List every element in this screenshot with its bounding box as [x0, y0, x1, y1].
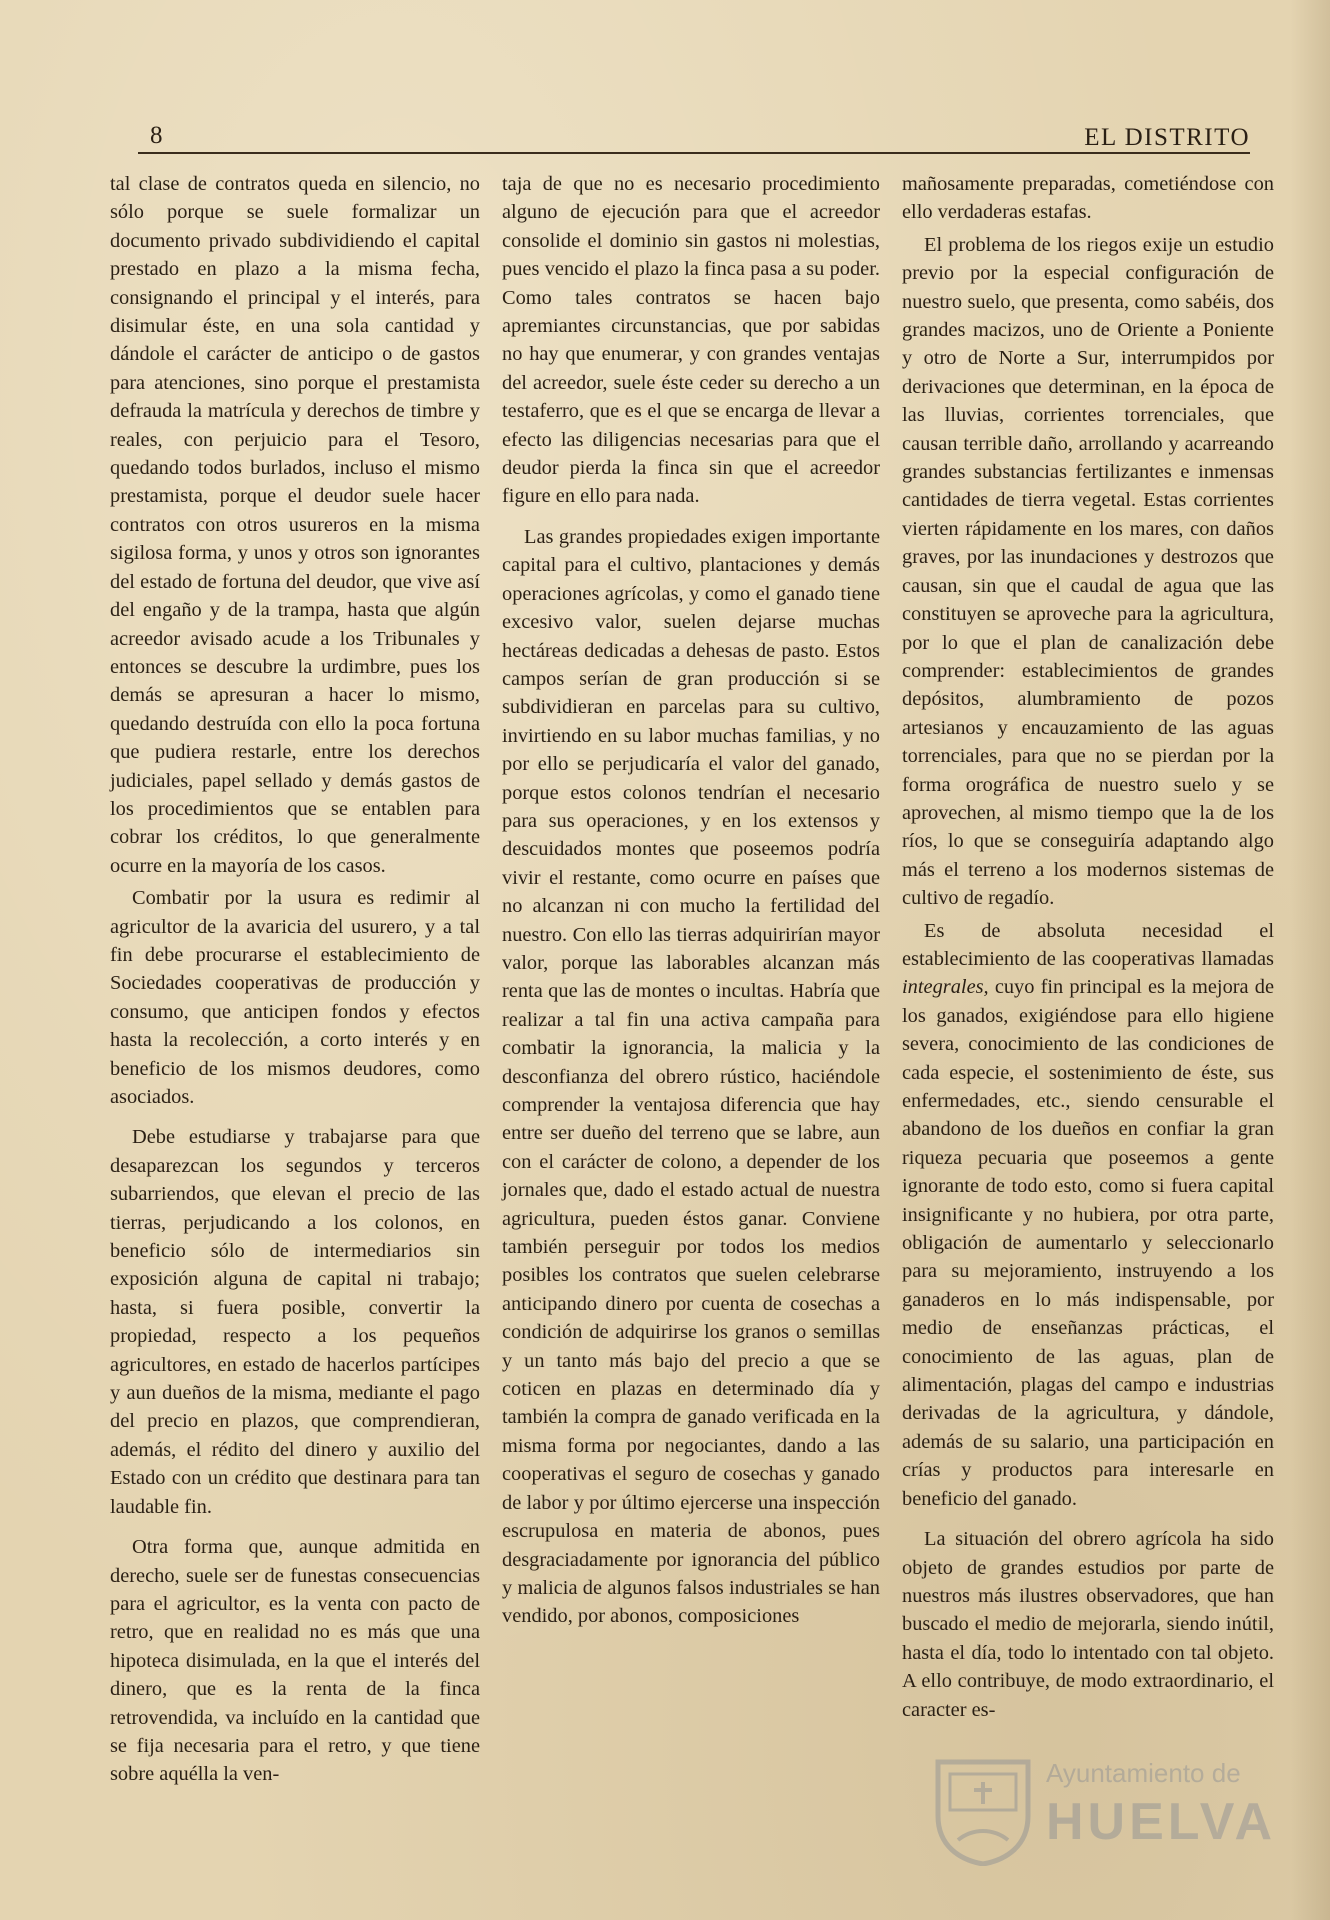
text-column-2	[502, 170, 880, 1635]
watermark-line-1: Ayuntamiento de	[1046, 1758, 1241, 1788]
paragraph: El problema de los riegos exije un estudio previo por la especial configuración de nuestro suelo, que presenta, como sabéis, dos grandes macizos, uno de Oriente a Poniente y otro de Norte a Sur, interrumpidos por derivaciones que determinan, en la época de las lluvias, corrientes torrenciales, que causan terrible daño, arrollando y acarreando grandes substancias fertilizantes e inmensas cantidades de tierra vegetal. Estas corrientes vierten rápidamente en los mares, con daños graves, por las inundaciones y destrozos que causan, sin que el caudal de agua que las constituyen se aproveche para la agricultura, por lo que el plan de canalización debe comprender: establecimientos de grandes depósitos, alumbramiento de pozos artesianos y encauzamiento de las aguas torrenciales, para que no se pierdan por la forma orográfica de nuestro suelo y se aprovechen, al mismo tiempo que la de los ríos, lo que se conseguiría adaptando algo más el terreno a los modernos sistemas de cultivo de regadío.	[902, 233, 1274, 910]
text-column-3	[902, 170, 1274, 1728]
paragraph: Debe estudiarse y trabajarse para que desaparezcan los segundos y terceros subarriendos, que elevan el precio de las tierras, perjudicando a los colonos, en beneficio sólo de intermediarios sin exposición alguna de capital ni trabajo; hasta, si fuera posible, convertir la propiedad, respecto a los pequeños agricultores, en estado de hacerlos partícipes y aun dueños de la misma, mediante el pago del precio en plazos, que comprendieran, además, el rédito del dinero y auxilio del Estado con un crédito que destinara para tan laudable fin.	[110, 1126, 480, 1518]
paragraph-text: cuyo fin principal es la mejora de los ganados, exigiéndose para ello higiene severa, conocimiento de las condiciones de cada especie, el sostenimiento de éste, sus enfermedades, etc., siendo censurable el abandono de los dueños en confiar la gran riqueza pecuaria que poseemos a gente ignorante de todo esto, como si fuera capital insignificante y no hubiera, por otra parte, obligación de aumentarlo y seleccionarlo para su mejoramiento, instruyendo a los ganaderos en lo más indispensable, por medio de enseñanzas prácticas, el conocimiento de las aguas, plan de alimentación, plagas del campo e industrias derivadas de la agricultura, y dándole, además de su salario, una participación en crías y productos para interesarle en beneficio del ganado.	[902, 976, 1274, 1510]
paragraph: Las grandes propiedades exigen importante capital para el cultivo, plantaciones y demás operaciones agrícolas, y como el ganado tiene excesivo valor, suelen dejarse muchas hectáreas dedicadas a dehesas de pasto. Estos campos serían de gran producción si se subdividieran en parcelas para su cultivo, invirtiendo en su labor muchas familias, y no por ello se perjudicaría el valor del ganado, porque estos colonos tendrían el necesario para sus operaciones, y en los extensos y descuidados montes que poseemos podría vivir el restante, como ocurre en países que no alcanzan ni con mucho la fertilidad del nuestro. Con ello las tierras adquirirían mayor valor, porque las laborables alcanzan más renta que las de montes o incultas. Habría que realizar a tal fin una activa campaña para combatir la ignorancia, la malicia y la desconfianza del obrero rústico, haciéndole comprender la ventajosa diferencia que hay entre ser dueño del terreno que se labre, aun con el carácter de colono, a depender de los jornales que, dado el estado actual de nuestra agricultura, pueden éstos ganar. Conviene también perseguir por todos los medios posibles los contratos que suelen celebrarse anticipando dinero por cuenta de cosechas a condición de adquirirse los granos o semillas y un tanto más bajo del precio a que se coticen en plazas en determinado día y también la compra de ganado verificada en la misma forma por negociantes, dando a las cooperativas el seguro de cosechas y ganado de labor y por último ejercerse una inspección escrupulosa en materia de abonos, pues desgraciadamente por ignorancia del público y malicia de algunos falsos industriales se han vendido, por abonos, composiciones	[502, 525, 880, 1628]
paragraph: tal clase de contratos queda en silencio, no sólo porque se suele formalizar un documento privado subdividiendo el capital prestado en plazo a la misma fecha, consignando el principal y el interés, para disimular éste, en una sola cantidad y dándole el carácter de anticipo o de gastos para atenciones, sino porque el prestamista defrauda la matrícula y derechos de timbre y reales, con perjuicio para el Tesoro, quedando todos burlados, incluso el mismo prestamista, porque el deudor suele hacer contratos con otros usureros en la misma sigilosa forma, y unos y otros son ignorantes del estado de fortuna del deudor, que vive así del engaño y de la trampa, hasta que algún acreedor avisado acude a los Tribunales y entonces se descubre la urdimbre, pues los demás se apresuran a hacer lo mismo, quedando destruída con ello la poca fortuna que pudiera restarle, entre los derechos judiciales, papel sellado y demás gastos de los procedimientos que se entablen para cobrar los créditos, lo que generalmente ocurre en la mayoría de los casos.	[110, 173, 480, 877]
paragraph	[902, 917, 1274, 1514]
header-rule	[138, 152, 1250, 154]
paragraph: taja de que no es necesario procedimiento alguno de ejecución para que el acreedor consolide el dominio sin gastos ni molestias, pues vencido el plazo la finca pasa a su poder. Como tales contratos se hacen bajo apremiantes circunstancias, que por sabidas no hay que enumerar, y con grandes ventajas del acreedor, suele éste ceder su derecho a un testaferro, que es el que se encarga de llevar a efecto las diligencias necesarias para que el deudor pierda la finca sin que el acreedor figure en ello para nada.	[502, 173, 880, 508]
paragraph-text: Es de absoluta necesidad el establecimiento de las cooperativas llamadas	[902, 919, 1274, 970]
paragraph: La situación del obrero agrícola ha sido objeto de grandes estudios por parte de nuestros más ilustres observadores, que han buscado el medio de mejorarla, siendo inútil, hasta el día, todo lo intentado con tal objeto. A ello contribuye, de modo extraordinario, el caracter es-	[902, 1528, 1274, 1721]
paragraph: Combatir por la usura es redimir al agricultor de la avaricia del usurero, y a tal fin debe procurarse el establecimiento de Sociedades cooperativas de producción y consumo, que anticipen fondos y efectos hasta la recolección, a corto interés y en beneficio de los mismos deudores, como asociados.	[110, 887, 480, 1108]
page-header	[138, 118, 1250, 156]
paragraph: mañosamente preparadas, cometiéndose con ello verdaderas estafas.	[902, 173, 1274, 224]
page-edge-shadow	[1290, 0, 1330, 1920]
page-number: 8	[150, 122, 163, 149]
text-column-1	[110, 170, 480, 1793]
coat-of-arms-icon	[928, 1754, 1038, 1866]
archive-watermark	[928, 1748, 1277, 1878]
publication-title: EL DISTRITO	[1084, 124, 1250, 151]
watermark-line-2: HUELVA	[1046, 1793, 1277, 1851]
paragraph: Otra forma que, aunque admitida en derecho, suele ser de funestas consecuencias para el agricultor, es la venta con pacto de retro, que en realidad no es más que una hipoteca disimulada, en la que el interés del dinero, que es la renta de la finca retrovendida, va incluído en la cantidad que se fija necesaria para el retro, y que tiene sobre aquélla la ven-	[110, 1536, 480, 1786]
italic-term: integrales,	[902, 976, 989, 999]
